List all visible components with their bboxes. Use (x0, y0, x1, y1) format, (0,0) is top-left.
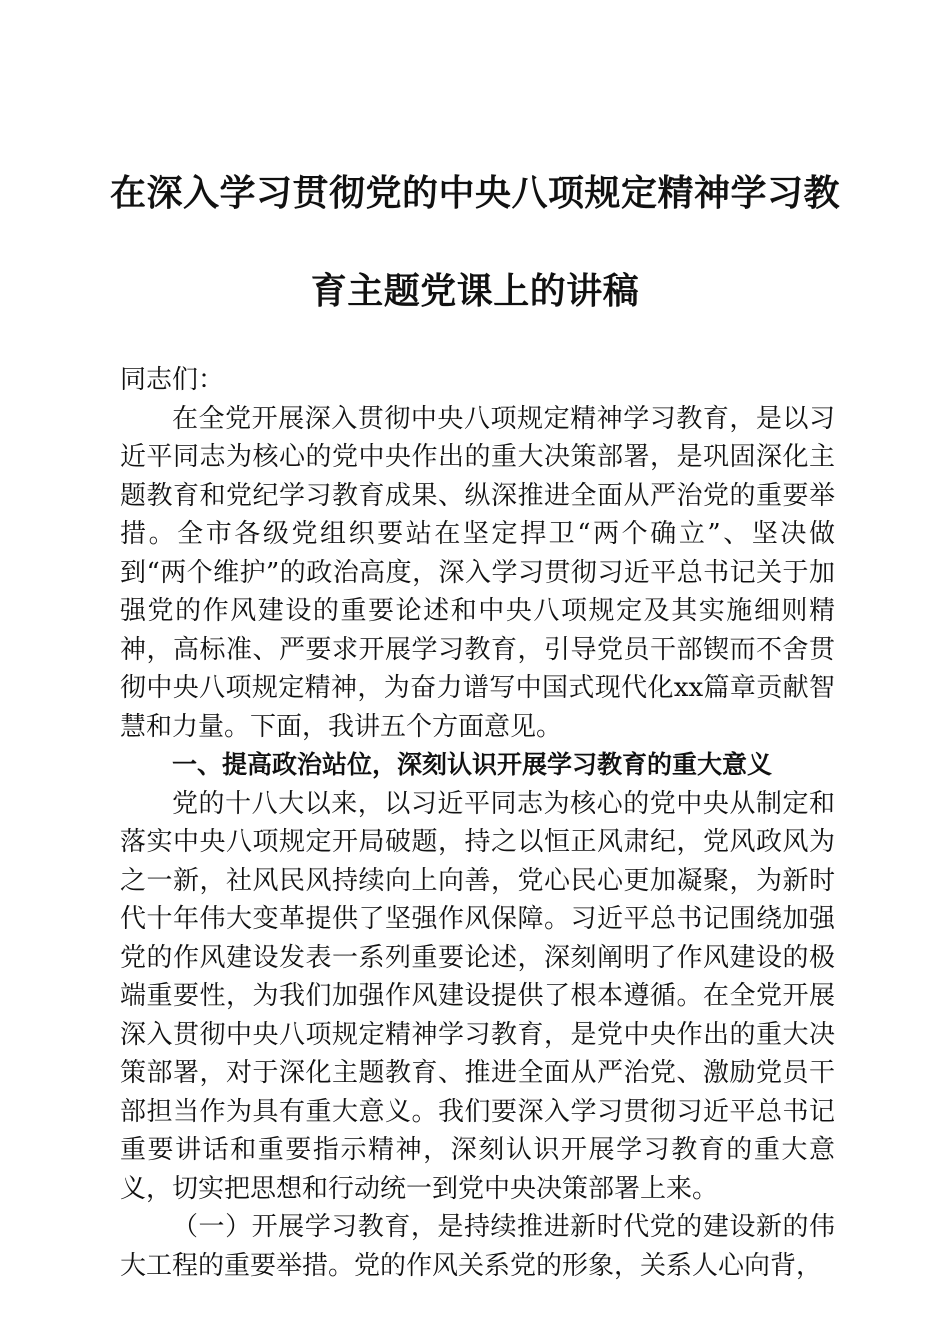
point-1-paragraph: （一）开展学习教育，是持续推进新时代党的建设新的伟大工程的重要举措。党的作风关系党的形象，关系人心向背， (120, 1212, 835, 1281)
document-body (120, 361, 835, 1285)
document-title-line-2: 育主题党课上的讲稿 (310, 271, 640, 312)
document-title-line-1: 在深入学习贯彻党的中央八项规定精神学习教 (110, 173, 841, 214)
section-1-paragraph: 党的十八大以来，以习近平同志为核心的党中央从制定和落实中央八项规定开局破题，持之以恒正风肃纪，党风政风为之一新，社风民风持续向上向善，党心民心更加凝聚，为新时代十年伟大变革提供了坚强作风保障。习近平总书记围绕加强党的作风建设发表一系列重要论述，深刻阐明了作风建设的极端重要性，为我们加强作风建设提供了根本遵循。在全党开展深入贯彻中央八项规定精神学习教育，是党中央作出的重大决策部署，对于深化主题教育、推进全面从严治党、激励党员干部担当作为具有重大意义。我们要深入学习贯彻习近平总书记重要讲话和重要指示精神，深刻认识开展学习教育的重大意义，切实把思想和行动统一到党中央决策部署上来。 (120, 788, 835, 1204)
intro-paragraph: 在全党开展深入贯彻中央八项规定精神学习教育，是以习近平同志为核心的党中央作出的重大决策部署，是巩固深化主题教育和党纪学习教育成果、纵深推进全面从严治党的重要举措。全市各级党组织要站在坚定捍卫“两个确立”、坚决做到“两个维护”的政治高度，深入学习贯彻习近平总书记关于加强党的作风建设的重要论述和中央八项规定及其实施细则精神，高标准、严要求开展学习教育，引导党员干部锲而不舍贯彻中央八项规定精神，为奋力谱写中国式现代化xx篇章贡献智慧和力量。下面，我讲五个方面意见。 (120, 403, 835, 742)
salutation: 同志们： (120, 365, 225, 395)
section-heading-1: 一、提高政治站位，深刻认识开展学习教育的重大意义 (172, 750, 773, 779)
